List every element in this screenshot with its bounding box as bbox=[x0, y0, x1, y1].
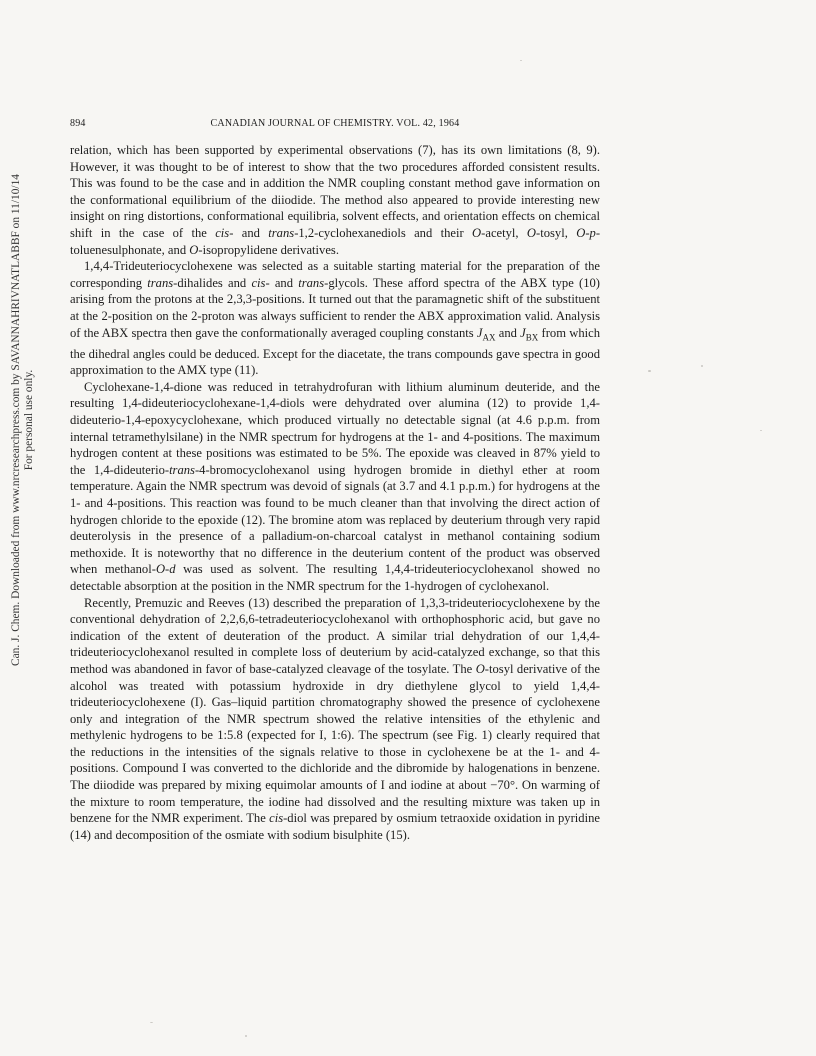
italic-text: O bbox=[475, 661, 485, 676]
scan-speck bbox=[150, 1022, 153, 1023]
page-number: 894 bbox=[70, 118, 86, 129]
text-run: from which the dihedral angles could be deduced. Except for the diacetate, the trans compounds gave spectra in good approximation to the AMX type (11). bbox=[70, 325, 600, 378]
text-run: relation, which has been supported by experimental observations (7), has its own limitations (8, 9). However, it was thought to be of interest to show that the two procedures afforded consistent results. This was found to be the case and in addition the NMR coupling constant method gave information on the conformational equilibrium of the diiodide. The method also appeared to provide interesting new insight on ring distortions, conformational equilibria, solvent effects, and orientation effects on chemical shift in the case of the bbox=[70, 143, 600, 240]
italic-text: O-d bbox=[155, 562, 176, 577]
italic-text: trans bbox=[169, 462, 195, 477]
italic-text: cis bbox=[215, 225, 230, 240]
text-run: -dihalides and bbox=[173, 275, 252, 290]
text-run: was used as solvent. The resulting 1,4,4-trideuteriocyclohexanol showed no detectable absorption at the position in the NMR spectrum for the 1-hydrogen of cyclohexanol. bbox=[70, 562, 601, 593]
body-text bbox=[70, 142, 600, 843]
text-run: -acetyl, bbox=[481, 225, 527, 240]
text-run: - and bbox=[265, 275, 299, 290]
personal-use-notice: For personal use only. bbox=[23, 369, 35, 471]
text-run: -tosyl derivative of the alcohol was treated with potassium hydroxide in dry diethylene glycol to yield 1,4,4-trideuteriocyclohexene (I). Gas–liquid partition chromatography showed the presence of cyclohexene only and integration of the NMR spectrum showed the relative intensities of the ethylenic and methylenic hydrogens to be 1:5.8 (expected for I, 1:6). The spectrum (see Fig. 1) clearly required that the reductions in the intensities of the signals relative to those in cyclohexene be at the 1- and 4-positions. Compound I was converted to the dichloride and the dibromide by halogenations in benzene. The diiodide was prepared by mixing equimolar amounts of I and iodine at about −70°. On warming of the mixture to room temperature, the iodine had dissolved and the resulting mixture was taken up in benzene for the NMR experiment. The bbox=[70, 661, 601, 826]
italic-text: trans bbox=[268, 225, 295, 240]
text-run: -glycols. These afford spectra of the ABX type (10) arising from the protons at the 2,3,3-positions. It turned out that the paramagnetic shift of the substituent at the 2-position on the 2-proton was always sufficient to render the ABX approximation valid. Analysis of the ABX spectra then gave the conformationally averaged coupling constants bbox=[70, 275, 600, 340]
download-notice: Can. J. Chem. Downloaded from www.nrcresearchpress.com by SAVANNAHRIVNATLABBF on 11/10/14 bbox=[10, 174, 22, 666]
text-run: and bbox=[495, 325, 521, 340]
text-run: -tosyl, bbox=[536, 225, 577, 240]
italic-text: trans bbox=[147, 275, 174, 290]
paragraph bbox=[70, 595, 600, 844]
text-run: -4-bromocyclohexanol using hydrogen bromide in diethyl ether at room temperature. Again the NMR spectrum was devoid of signals (at 3.7 and 4.1 p.p.m.) for hydrogens at the 1- and 4-positions. This reaction was found to be much cleaner than that involving the direct action of hydrogen chloride to the epoxide (12). The bromine atom was replaced by deuterium through very rapid deuterolysis in the presence of a palladium-on-charcoal catalyst in methanol containing sodium methoxide. It is noteworthy that no difference in the deuterium content of the product was observed when methanol- bbox=[70, 462, 600, 577]
italic-text: O bbox=[189, 242, 199, 257]
paragraph bbox=[70, 142, 600, 258]
text-run: - and bbox=[229, 225, 269, 240]
scan-speck bbox=[701, 365, 703, 367]
subscript-text: BX bbox=[525, 332, 539, 343]
text-run: Recently, Premuzic and Reeves (13) described the preparation of 1,3,3-trideuteriocyclohexene by the conventional dehydration of 2,2,6,6-tetradeuteriocyclohexanol with orthophosphoric acid, but gave no indication of the extent of deuteration of the product. A similar trial dehydration of our 1,4,4-trideuteriocyclohexanol resulted in complete loss of deuterium by acid-catalyzed exchange, so that this method was abandoned in favor of base-catalyzed cleavage of the tosylate. The bbox=[70, 595, 600, 676]
text-run: -1,2-cyclohexanediols and their bbox=[294, 225, 473, 240]
italic-text: J bbox=[520, 325, 526, 340]
scan-speck bbox=[520, 60, 522, 61]
paragraph bbox=[70, 379, 600, 595]
text-run: 1,4,4-Trideuteriocyclohexene was selected as a suitable starting material for the preparation of the corresponding bbox=[70, 259, 600, 290]
italic-text: J bbox=[476, 325, 483, 340]
scan-speck bbox=[760, 430, 762, 431]
text-run: -toluenesulphonate, and bbox=[70, 225, 601, 257]
italic-text: trans bbox=[298, 275, 325, 290]
paragraph bbox=[70, 258, 600, 379]
italic-text: cis bbox=[251, 275, 266, 290]
running-head bbox=[70, 118, 600, 134]
italic-text: O-p bbox=[576, 225, 596, 240]
italic-text: O bbox=[526, 225, 537, 240]
scan-speck bbox=[245, 1035, 247, 1037]
download-watermark bbox=[0, 174, 44, 666]
italic-text: cis bbox=[269, 811, 284, 826]
text-run: -isopropylidene derivatives. bbox=[198, 242, 339, 257]
subscript-text: AX bbox=[482, 332, 496, 343]
scan-speck bbox=[648, 370, 651, 372]
italic-text: O bbox=[472, 225, 482, 240]
journal-title: CANADIAN JOURNAL OF CHEMISTRY. VOL. 42, 1964 bbox=[210, 118, 460, 129]
text-run: Cyclohexane-1,4-dione was reduced in tetrahydrofuran with lithium aluminum deuteride, and the resulting 1,4-dideuteriocyclohexane-1,4-diols were dehydrated over alumina (12) to provide 1,4-dideuterio-1,4-epoxycyclohexane, which produced virtually no detectable signal (at 4.6 p.p.m. from internal tetramethylsilane) in the NMR spectrum for hydrogens at the 1- and 4-positions. The maximum hydrogen content at these positions was estimated to be 5%. The epoxide was cleaved in 87% yield to the 1,4-dideuterio- bbox=[70, 379, 600, 477]
text-run: -diol was prepared by osmium tetraoxide oxidation in pyridine (14) and decomposition of the osmiate with sodium bisulphite (15). bbox=[70, 811, 600, 842]
